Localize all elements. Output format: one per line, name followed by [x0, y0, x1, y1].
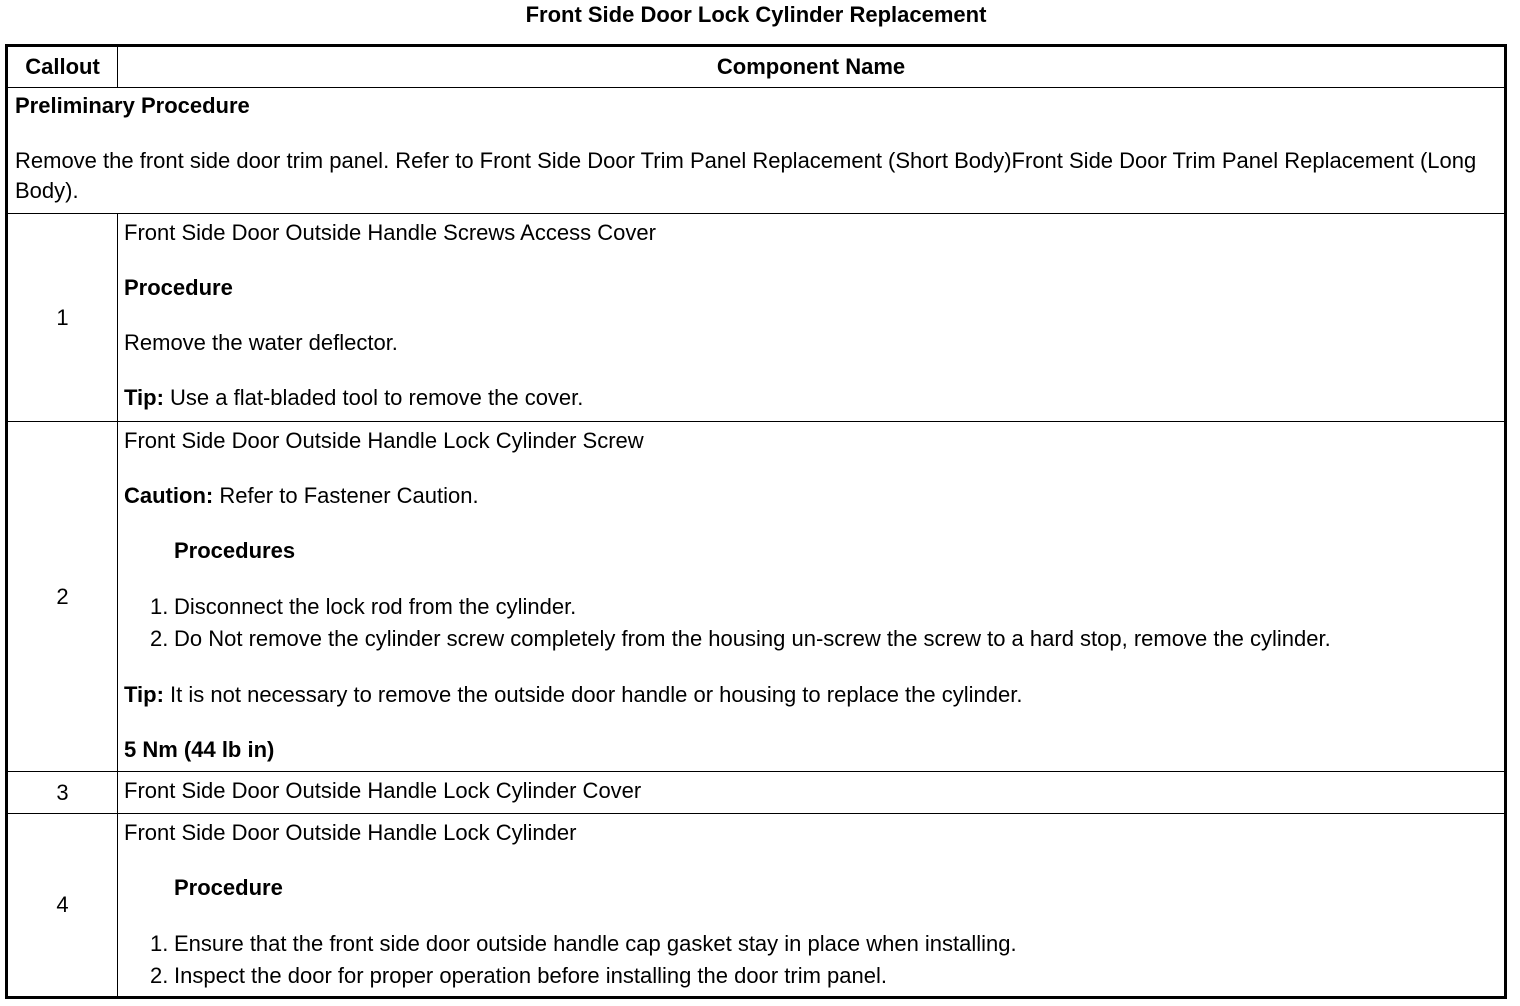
procedure-step — [124, 960, 1498, 992]
component-column-header: Component Name — [118, 46, 1506, 88]
step-number: 1. — [150, 594, 169, 619]
table-row — [7, 814, 1506, 998]
step-number: 2. — [150, 626, 169, 651]
component-cell — [118, 772, 1506, 814]
tip-text: Use a flat-bladed tool to remove the cover. — [170, 385, 584, 410]
callout-number: 4 — [7, 814, 118, 998]
procedure-text: Remove the water deflector. — [124, 330, 398, 355]
tip-note — [124, 680, 1498, 710]
procedure-step — [124, 591, 1498, 623]
step-number: 1. — [150, 931, 169, 956]
procedure-heading: Procedure — [174, 875, 283, 900]
preliminary-heading: Preliminary Procedure — [15, 93, 250, 118]
callout-number: 1 — [7, 214, 118, 422]
step-text: Disconnect the lock rod from the cylinder. — [174, 594, 577, 619]
table-row — [7, 772, 1506, 814]
tip-label: Tip: — [124, 682, 164, 707]
step-text: Inspect the door for proper operation before installing the door trim panel. — [174, 963, 887, 988]
preliminary-text: Remove the front side door trim panel. Refer to Front Side Door Trim Panel Replacement (Short Body)Front Side Door Trim Panel Replacement (Long Body). — [15, 148, 1477, 203]
preliminary-cell — [7, 88, 1506, 214]
component-name: Front Side Door Outside Handle Screws Access Cover — [124, 220, 656, 245]
torque-spec: 5 Nm (44 lb in) — [124, 737, 275, 762]
page-title: Front Side Door Lock Cylinder Replacement — [525, 2, 987, 27]
table-header-row — [7, 46, 1506, 88]
caution-label: Caution: — [124, 483, 214, 508]
table-row — [7, 214, 1506, 422]
procedure-heading: Procedures — [174, 538, 296, 563]
procedure-step — [124, 928, 1498, 960]
component-cell — [118, 214, 1506, 422]
component-cell — [118, 814, 1506, 998]
callout-number: 3 — [7, 772, 118, 814]
component-cell — [118, 422, 1506, 772]
tip-note — [124, 383, 1498, 413]
tip-text: It is not necessary to remove the outside door handle or housing to replace the cylinder. — [170, 682, 1023, 707]
callout-column-header: Callout — [7, 46, 118, 88]
caution-text: Refer to Fastener Caution. — [219, 483, 479, 508]
preliminary-row — [7, 88, 1506, 214]
procedure-steps — [124, 591, 1498, 655]
step-text: Do Not remove the cylinder screw completely from the housing un-screw the screw to a hard stop, remove the cylinder. — [174, 626, 1331, 651]
procedure-step — [124, 623, 1498, 655]
component-name: Front Side Door Outside Handle Lock Cylinder Screw — [124, 428, 644, 453]
step-text: Ensure that the front side door outside handle cap gasket stay in place when installing. — [174, 931, 1017, 956]
step-number: 2. — [150, 963, 169, 988]
component-name: Front Side Door Outside Handle Lock Cylinder — [124, 820, 577, 845]
procedure-table — [5, 44, 1507, 999]
tip-label: Tip: — [124, 385, 164, 410]
caution-note — [124, 481, 1498, 511]
table-row — [7, 422, 1506, 772]
callout-number: 2 — [7, 422, 118, 772]
procedure-steps — [124, 928, 1498, 992]
procedure-heading: Procedure — [124, 275, 233, 300]
component-name: Front Side Door Outside Handle Lock Cylinder Cover — [124, 778, 642, 803]
